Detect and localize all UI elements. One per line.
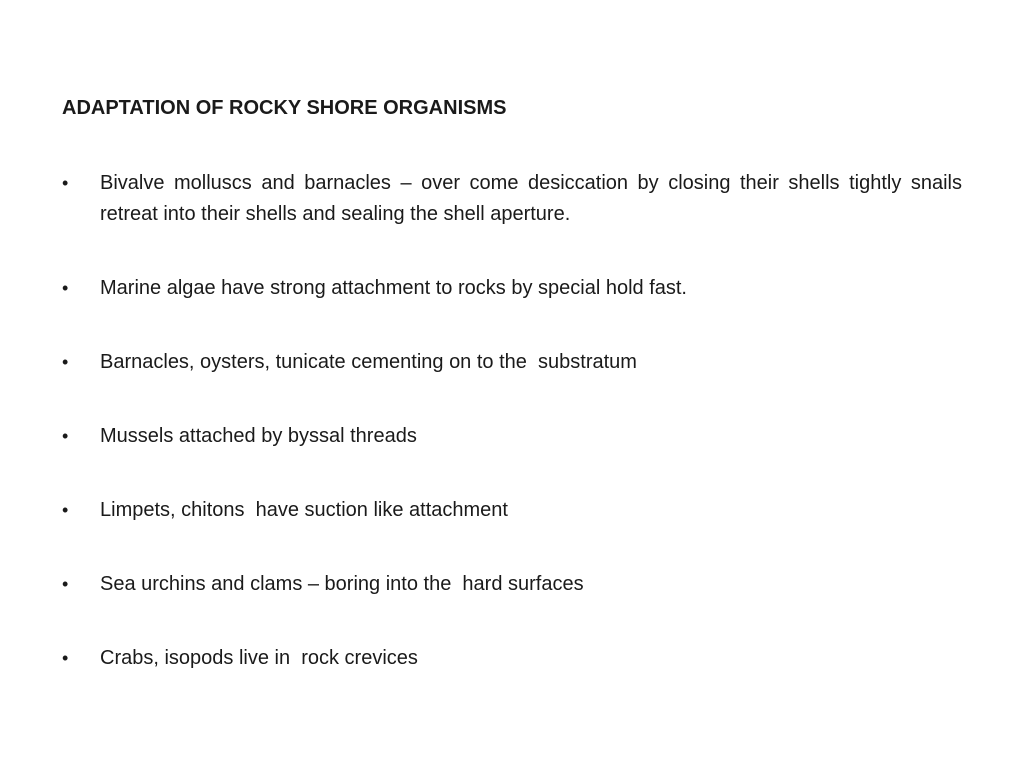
- bullet-icon: •: [62, 648, 69, 668]
- bullet-text: Barnacles, oysters, tunicate cementing on to the substratum: [100, 351, 637, 373]
- bullet-text: Mussels attached by byssal threads: [100, 425, 417, 447]
- bullet-icon: •: [62, 500, 69, 520]
- bullet-text: Limpets, chitons have suction like attachment: [100, 499, 508, 521]
- bullet-text: Bivalve molluscs and barnacles – over come desiccation by closing their shells tightly snails retreat into their shells and sealing the shell aperture.: [100, 172, 968, 225]
- bullet-text: Sea urchins and clams – boring into the hard surfaces: [100, 573, 584, 595]
- bullet-item-algae-holdfast: [62, 273, 962, 304]
- bullet-icon: •: [62, 574, 69, 594]
- bullet-icon: •: [62, 173, 69, 193]
- bullet-item-shell-closing: [62, 168, 968, 230]
- slide-title: ADAPTATION OF ROCKY SHORE ORGANISMS: [62, 97, 507, 119]
- bullet-text: Marine algae have strong attachment to rocks by special hold fast.: [100, 277, 687, 299]
- bullet-item-suction: [62, 495, 962, 526]
- bullet-item-byssal-threads: [62, 421, 962, 452]
- bullet-item-crevices: [62, 643, 962, 674]
- bullet-icon: •: [62, 352, 69, 372]
- bullet-item-cementing: [62, 347, 962, 378]
- bullet-icon: •: [62, 426, 69, 446]
- bullet-item-boring: [62, 569, 962, 600]
- bullet-icon: •: [62, 278, 69, 298]
- bullet-text: Crabs, isopods live in rock crevices: [100, 647, 418, 669]
- bullet-list: [62, 168, 968, 674]
